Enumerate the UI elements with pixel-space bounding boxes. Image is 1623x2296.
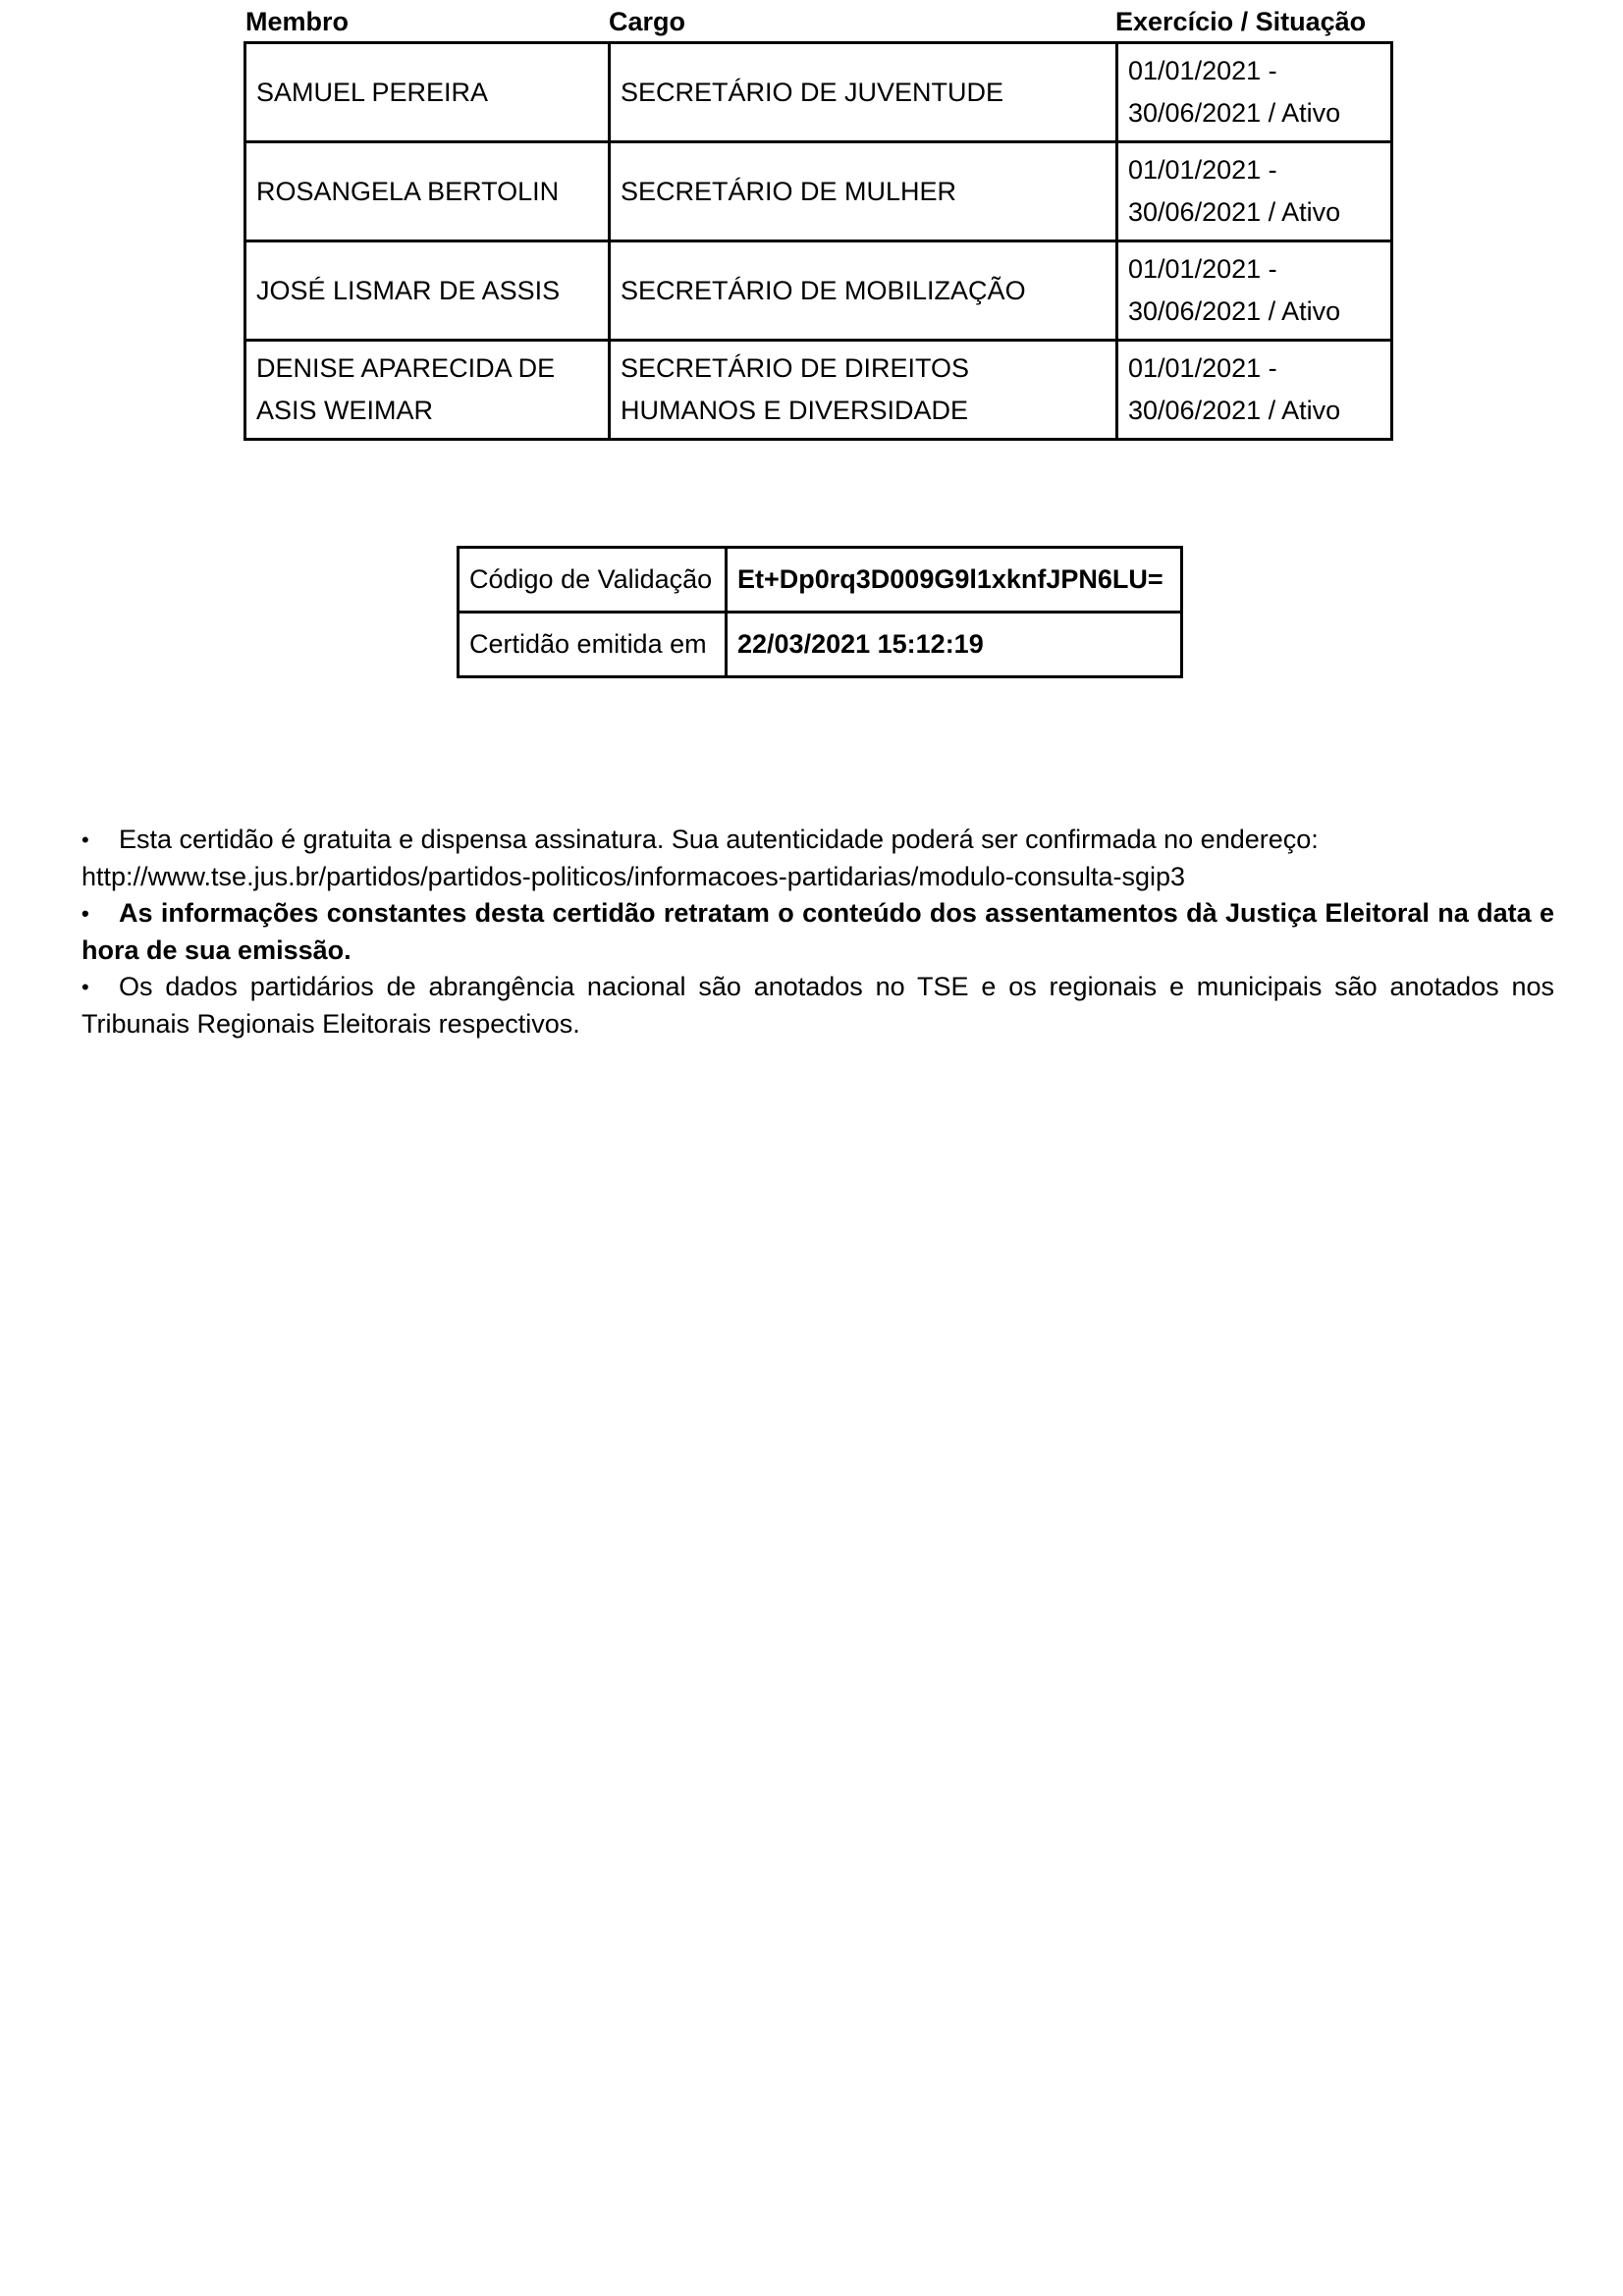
note-text: Os dados partidários de abrangência nacional são anotados no TSE e os regionais e municipais são anotados nos Tribunais Regionais Eleitorais respectivos. [81,972,1554,1039]
table-row [245,43,1392,142]
bullet-icon: • [81,828,89,852]
table-row [245,341,1392,440]
issued-date-row [459,613,1182,677]
exercicio-text: 01/01/2021 - [1128,155,1277,185]
membro-text: SAMUEL PEREIRA [256,77,489,107]
note-data-scope [81,969,1554,1042]
members-table-section [243,4,1390,441]
membro-cell [245,341,610,440]
note-free-certificate [81,822,1554,895]
exercicio-cell [1117,43,1392,142]
column-header-exercicio-situacao: Exercício / Situação [1115,7,1367,36]
situacao-text: 30/06/2021 / Ativo [1128,296,1341,326]
table-row [245,241,1392,341]
membro-cell [245,142,610,241]
situacao-text: 30/06/2021 / Ativo [1128,396,1341,425]
cargo-cell [610,241,1117,341]
exercicio-cell [1117,142,1392,241]
cargo-cell [610,341,1117,440]
membro-text: JOSÉ LISMAR DE ASSIS [256,275,561,305]
cargo-text: SECRETÁRIO DE JUVENTUDE [621,77,1004,107]
validation-box [457,546,1183,678]
cargo-text-line2: HUMANOS E DIVERSIDADE [621,396,969,425]
note-text: Esta certidão é gratuita e dispensa assinatura. Sua autenticidade poderá ser confirmada no endereço: [119,825,1319,854]
cargo-cell [610,142,1117,241]
cargo-cell [610,43,1117,142]
membro-cell [245,43,610,142]
note-text: As informações constantes desta certidão retratam o conteúdo dos assentamentos dà Justiça Eleitoral na data e hora de sua emissão. [81,898,1554,965]
exercicio-cell [1117,241,1392,341]
exercicio-text: 01/01/2021 - [1128,353,1277,383]
exercicio-text: 01/01/2021 - [1128,56,1277,85]
certificate-notes [81,822,1554,1042]
situacao-text: 30/06/2021 / Ativo [1128,197,1341,227]
validation-code-value: Et+Dp0rq3D009G9l1xknfJPN6LU= [727,548,1182,613]
membro-text: ROSANGELA BERTOLIN [256,176,560,206]
bullet-icon: • [81,901,89,926]
members-table [243,41,1393,441]
column-header-membro: Membro [245,7,350,36]
table-row [245,142,1392,241]
bullet-icon: • [81,975,89,999]
note-information-disclaimer [81,895,1554,969]
cargo-text: SECRETÁRIO DE MOBILIZAÇÃO [621,275,1026,305]
membro-text-line2: ASIS WEIMAR [256,396,434,425]
situacao-text: 30/06/2021 / Ativo [1128,98,1341,128]
issued-date-value: 22/03/2021 15:12:19 [727,613,1182,677]
exercicio-text: 01/01/2021 - [1128,254,1277,284]
verification-url: http://www.tse.jus.br/partidos/partidos-politicos/informacoes-partidarias/modulo-consulta-sgip3 [81,861,1186,891]
membro-text: DENISE APARECIDA DE [256,353,556,383]
cargo-text: SECRETÁRIO DE DIREITOS [621,353,970,383]
exercicio-cell [1117,341,1392,440]
validation-code-label: Código de Validação [459,548,727,613]
issued-date-label: Certidão emitida em [459,613,727,677]
validation-code-row [459,548,1182,613]
cargo-text: SECRETÁRIO DE MULHER [621,176,957,206]
membro-cell [245,241,610,341]
members-table-header [243,4,1390,41]
column-header-cargo: Cargo [609,7,686,36]
